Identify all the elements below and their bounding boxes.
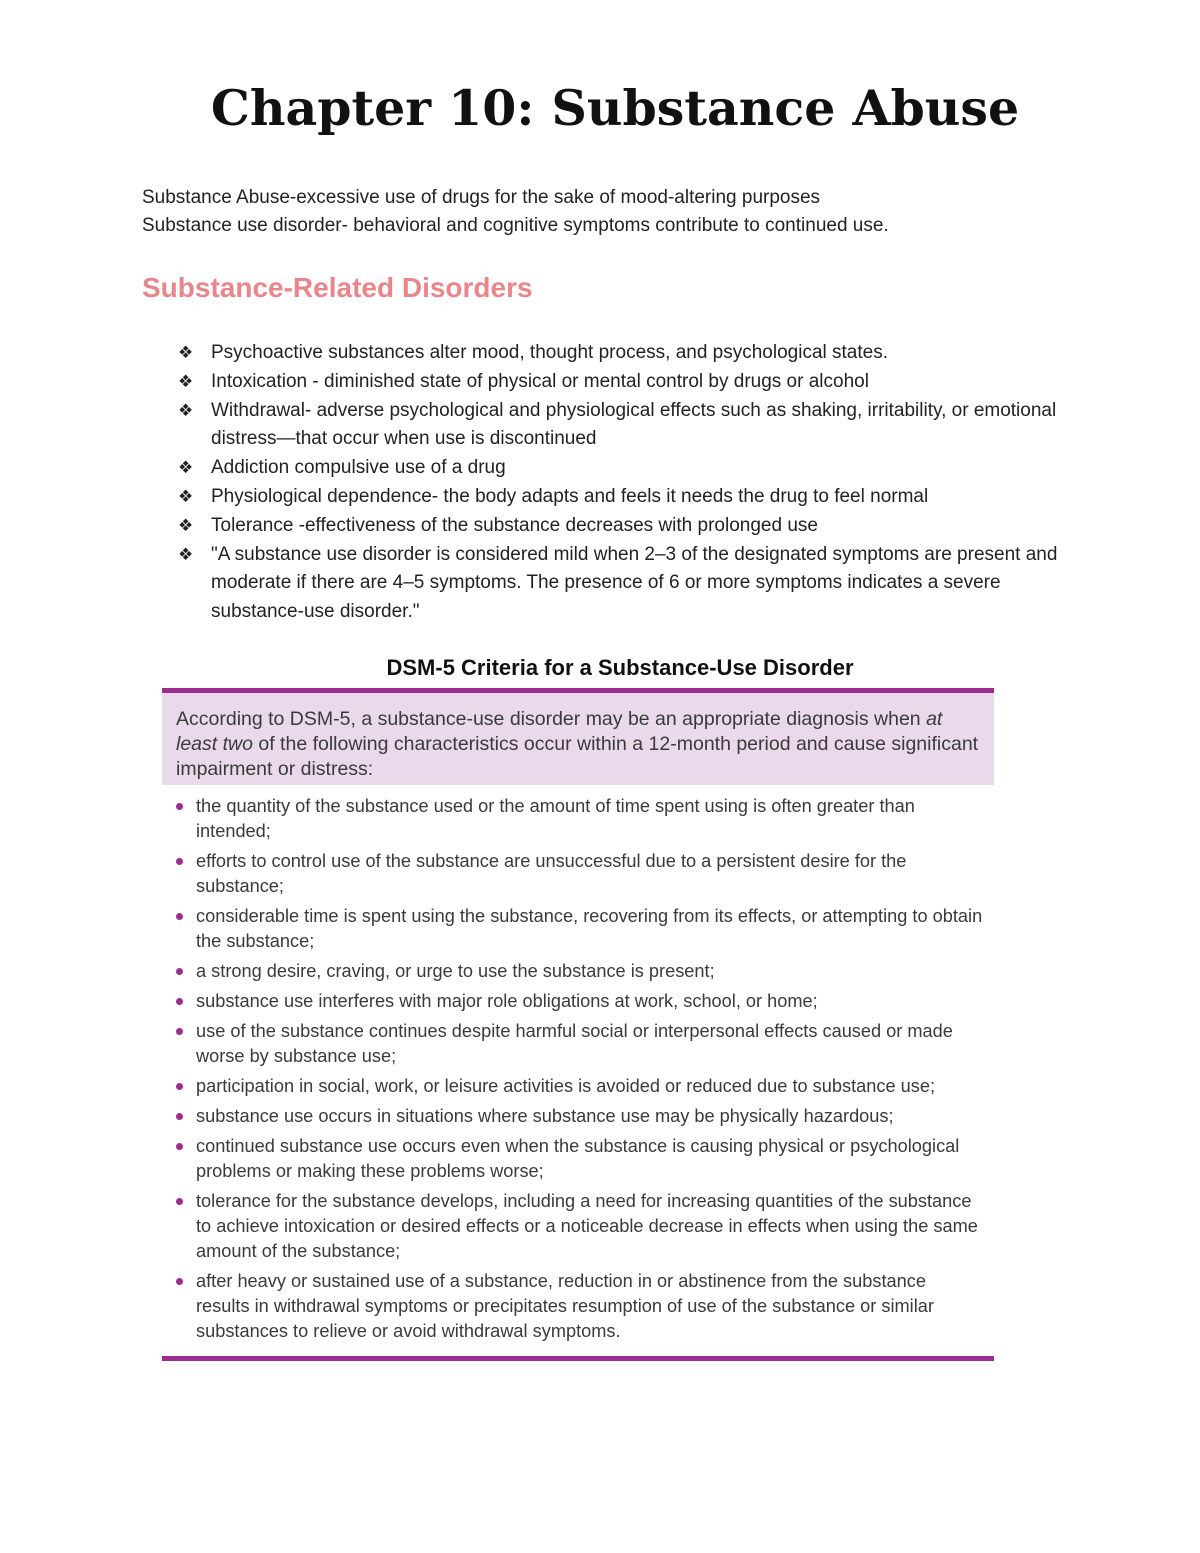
list-item [178, 454, 1078, 483]
diamond-icon: ❖ [178, 343, 194, 362]
bullet-dot-icon [176, 913, 183, 920]
criteria-intro-text-end: of the following characteristics occur within a 12-month period and cause significant impairment or distress: [176, 733, 979, 780]
page-title: Chapter 10: Substance Abuse [210, 79, 1020, 137]
definitions [142, 184, 1102, 240]
criteria-item-text: after heavy or sustained use of a substance, reduction in or abstinence from the substance results in withdrawal symptoms or precipitates resumption of use of the substance or similar substances to relieve or avoid withdrawal symptoms. [196, 1271, 934, 1341]
criteria-item-text: substance use interferes with major role obligations at work, school, or home; [196, 991, 818, 1011]
bullet-dot-icon [176, 1113, 183, 1120]
bullet-dot-icon [176, 803, 183, 810]
criteria-item-text: participation in social, work, or leisure activities is avoided or reduced due to substance use; [196, 1076, 936, 1096]
criteria-item-text: efforts to control use of the substance are unsuccessful due to a persistent desire for the substance; [196, 851, 907, 896]
definition-substance-use-disorder: Substance use disorder- behavioral and cognitive symptoms contribute to continued use. [142, 215, 889, 236]
section-heading: Substance-Related Disorders [142, 272, 533, 303]
bottom-rule [162, 1356, 994, 1361]
bullet-dot-icon [176, 968, 183, 975]
criteria-list [162, 785, 994, 1356]
criteria-item [162, 1189, 994, 1264]
list-item [178, 512, 1078, 541]
criteria-item [162, 794, 994, 844]
bullet-dot-icon [176, 1028, 183, 1035]
criteria-item [162, 904, 994, 954]
criteria-item-text: substance use occurs in situations where substance use may be physically hazardous; [196, 1106, 894, 1126]
bullet-dot-icon [176, 858, 183, 865]
list-item [178, 368, 1078, 397]
criteria-item [162, 1269, 994, 1344]
list-item [178, 541, 1078, 627]
bullet-dot-icon [176, 1198, 183, 1205]
diamond-icon: ❖ [178, 515, 194, 535]
list-item-text: Addiction compulsive use of a drug [211, 457, 506, 479]
bullet-dot-icon [176, 1143, 183, 1150]
list-item-text: Physiological dependence- the body adapts and feels it needs the drug to feel normal [211, 485, 929, 507]
list-item-text: Tolerance -effectiveness of the substance decreases with prolonged use [211, 514, 818, 536]
criteria-intro-emphasis: at least two [176, 708, 943, 755]
criteria-item [162, 959, 994, 984]
list-item-text: "A substance use disorder is considered mild when 2–3 of the designated symptoms are present and moderate if there are 4–5 symptoms. The presence of 6 or more symptoms indicates a severe substance-use disorder." [211, 543, 1058, 623]
criteria-table-title: DSM-5 Criteria for a Substance-Use Disorder [386, 655, 854, 680]
criteria-item [162, 1019, 994, 1069]
diamond-icon: ❖ [178, 400, 194, 420]
criteria-item-text: the quantity of the substance used or the amount of time spent using is often greater than intended; [196, 796, 915, 841]
criteria-item [162, 1074, 994, 1099]
definition-substance-abuse: Substance Abuse-excessive use of drugs for the sake of mood-altering purposes [142, 187, 821, 208]
criteria-intro [162, 693, 994, 785]
list-item [178, 339, 1078, 368]
diamond-icon: ❖ [178, 486, 194, 506]
list-item-text: Withdrawal- adverse psychological and physiological effects such as shaking, irritability, or emotional distress—that occur when use is discontinued [211, 399, 1057, 450]
list-item-text: Intoxication - diminished state of physical or mental control by drugs or alcohol [211, 370, 869, 392]
diamond-icon: ❖ [178, 371, 194, 391]
diamond-icon: ❖ [178, 544, 194, 564]
criteria-item [162, 989, 994, 1014]
criteria-item [162, 1104, 994, 1129]
list-item-text: Psychoactive substances alter mood, thought process, and psychological states. [211, 342, 888, 363]
criteria-item-text: a strong desire, craving, or urge to use the substance is present; [196, 961, 715, 981]
bullet-list [178, 339, 1078, 627]
criteria-table [162, 688, 994, 1361]
criteria-item [162, 849, 994, 899]
criteria-item [162, 1134, 994, 1184]
diamond-icon: ❖ [178, 458, 194, 478]
bullet-dot-icon [176, 998, 183, 1005]
bullet-dot-icon [176, 1083, 183, 1090]
list-item [178, 397, 1078, 455]
criteria-item-text: use of the substance continues despite harmful social or interpersonal effects caused or made worse by substance use; [196, 1021, 953, 1066]
criteria-intro-text: According to DSM-5, a substance-use disorder may be an appropriate diagnosis when [176, 708, 927, 730]
list-item [178, 483, 1078, 512]
criteria-item-text: considerable time is spent using the substance, recovering from its effects, or attempting to obtain the substance; [196, 906, 983, 951]
bullet-dot-icon [176, 1278, 183, 1285]
criteria-item-text: continued substance use occurs even when the substance is causing physical or psychological problems or making these problems worse; [196, 1136, 960, 1181]
criteria-item-text: tolerance for the substance develops, including a need for increasing quantities of the substance to achieve intoxication or desired effects or a noticeable decrease in effects when using the same amount of the substance; [196, 1191, 978, 1261]
